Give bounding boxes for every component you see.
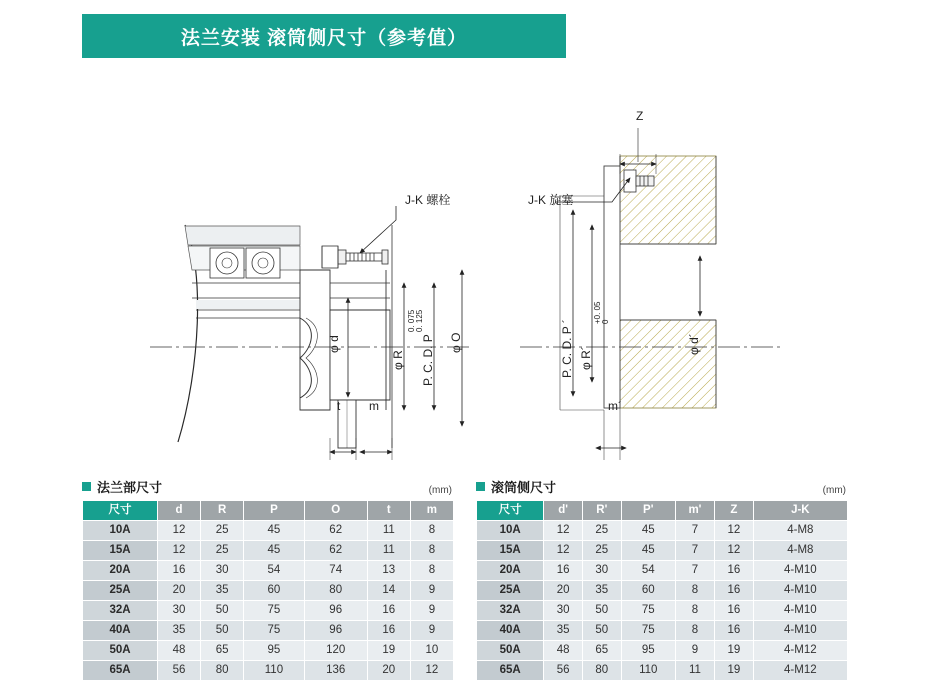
cell-r-prime: 25 (582, 521, 621, 541)
cell-r: 25 (201, 541, 244, 561)
cell-d: 30 (158, 601, 201, 621)
cell-size: 15A (83, 541, 158, 561)
label-m-prime: m´ (608, 399, 622, 413)
cell-p: 60 (244, 581, 304, 601)
cell-jk: 4-M8 (753, 521, 847, 541)
cell-z: 19 (715, 661, 754, 681)
cell-jk: 4-M8 (753, 541, 847, 561)
cell-d: 16 (158, 561, 201, 581)
cell-r-prime: 25 (582, 541, 621, 561)
cell-o: 74 (304, 561, 367, 581)
cell-size: 40A (477, 621, 544, 641)
cell-m-prime: 7 (675, 561, 714, 581)
label-m: m (369, 399, 379, 413)
label-phi-o: φ O (449, 332, 463, 353)
flange-table-unit: (mm) (428, 485, 452, 496)
cell-p: 75 (244, 601, 304, 621)
cell-m-prime: 7 (675, 521, 714, 541)
table-row (477, 641, 848, 661)
cell-d: 56 (158, 661, 201, 681)
table-row (83, 561, 454, 581)
table-row (83, 661, 454, 681)
cell-p-prime: 95 (621, 641, 675, 661)
table-row (83, 581, 454, 601)
cell-r-prime: 80 (582, 661, 621, 681)
cell-d: 35 (158, 621, 201, 641)
cell-z: 12 (715, 541, 754, 561)
drum-dimensions-table (476, 500, 848, 681)
cell-r-prime: 50 (582, 601, 621, 621)
cell-size: 32A (477, 601, 544, 621)
cell-d-prime: 16 (544, 561, 583, 581)
cell-p-prime: 54 (621, 561, 675, 581)
label-t: t (337, 399, 341, 413)
th-size: 尺寸 (477, 501, 544, 521)
flange-dimensions-table (82, 500, 454, 681)
cell-d: 12 (158, 521, 201, 541)
cell-t: 16 (367, 621, 410, 641)
cell-t: 13 (367, 561, 410, 581)
label-phi-r-prime: φ R´ (579, 346, 593, 370)
cell-o: 96 (304, 601, 367, 621)
cell-p: 110 (244, 661, 304, 681)
page-title: 法兰安装 滚筒侧尺寸（参考值） (180, 27, 468, 49)
table-header-row (477, 501, 848, 521)
cell-d-prime: 35 (544, 621, 583, 641)
cell-m-prime: 8 (675, 581, 714, 601)
th-d: d (158, 501, 201, 521)
cell-r: 65 (201, 641, 244, 661)
table-row (477, 561, 848, 581)
cell-d: 12 (158, 541, 201, 561)
cell-m: 9 (410, 621, 453, 641)
label-phi-d-prime: φ d´ (687, 333, 701, 355)
left-assembly-view (150, 206, 470, 460)
cell-jk: 4-M12 (753, 641, 847, 661)
cell-o: 120 (304, 641, 367, 661)
drum-table-title: 滚筒侧尺寸 (491, 479, 557, 495)
cell-p-prime: 75 (621, 621, 675, 641)
cell-r: 30 (201, 561, 244, 581)
flange-table-caption (82, 478, 454, 494)
cell-size: 25A (477, 581, 544, 601)
cell-m: 8 (410, 541, 453, 561)
cell-p: 45 (244, 541, 304, 561)
cell-r-prime: 65 (582, 641, 621, 661)
cell-jk: 4-M10 (753, 581, 847, 601)
drum-table-unit: (mm) (822, 485, 846, 496)
cell-d-prime: 30 (544, 601, 583, 621)
cell-size: 65A (83, 661, 158, 681)
cell-d-prime: 12 (544, 521, 583, 541)
th-r-prime: R' (582, 501, 621, 521)
flange-dimensions-table-block (82, 478, 454, 681)
drum-dimensions-table-block (476, 478, 848, 681)
table-row (83, 641, 454, 661)
cell-z: 16 (715, 561, 754, 581)
cell-size: 25A (83, 581, 158, 601)
label-phi-r: φ R (391, 350, 405, 370)
label-phi-r-tol-lower: 0. 125 (415, 309, 424, 332)
cell-o: 62 (304, 541, 367, 561)
cell-r-prime: 50 (582, 621, 621, 641)
cell-d-prime: 56 (544, 661, 583, 681)
table-row (477, 621, 848, 641)
cell-r: 50 (201, 601, 244, 621)
cell-size: 20A (83, 561, 158, 581)
cell-d-prime: 48 (544, 641, 583, 661)
cell-jk: 4-M12 (753, 661, 847, 681)
cell-z: 19 (715, 641, 754, 661)
cell-size: 20A (477, 561, 544, 581)
cell-r: 35 (201, 581, 244, 601)
cell-jk: 4-M10 (753, 561, 847, 581)
cell-size: 40A (83, 621, 158, 641)
cell-z: 16 (715, 581, 754, 601)
th-t: t (367, 501, 410, 521)
cell-o: 136 (304, 661, 367, 681)
th-r: R (201, 501, 244, 521)
table-row (477, 541, 848, 561)
cell-o: 62 (304, 521, 367, 541)
cell-o: 96 (304, 621, 367, 641)
cell-m-prime: 8 (675, 621, 714, 641)
label-phi-r-tol-upper: 0. 075 (407, 309, 416, 332)
cell-size: 10A (83, 521, 158, 541)
table-row (83, 601, 454, 621)
cell-p-prime: 75 (621, 601, 675, 621)
label-pcd-p: P. C. D. P (421, 334, 435, 386)
right-section-view (520, 128, 780, 460)
cell-m-prime: 7 (675, 541, 714, 561)
square-bullet-icon (82, 482, 91, 491)
technical-drawing (0, 70, 930, 460)
bolt-assembly (322, 246, 388, 268)
label-phi-r-prime-tol-upper: +0. 05 (593, 301, 602, 324)
th-d-prime: d' (544, 501, 583, 521)
cell-t: 20 (367, 661, 410, 681)
label-jk-plug: J-K 旋塞 (528, 193, 574, 207)
cell-m: 8 (410, 561, 453, 581)
cell-d: 20 (158, 581, 201, 601)
table-row (83, 621, 454, 641)
th-p-prime: P' (621, 501, 675, 521)
table-row (477, 661, 848, 681)
cell-t: 19 (367, 641, 410, 661)
cell-z: 16 (715, 601, 754, 621)
cell-jk: 4-M10 (753, 621, 847, 641)
cell-t: 11 (367, 521, 410, 541)
cell-m: 9 (410, 601, 453, 621)
cell-size: 65A (477, 661, 544, 681)
cell-p: 75 (244, 621, 304, 641)
th-o: O (304, 501, 367, 521)
cell-z: 12 (715, 521, 754, 541)
th-z: Z (715, 501, 754, 521)
cell-size: 50A (83, 641, 158, 661)
cell-d-prime: 20 (544, 581, 583, 601)
cell-m-prime: 11 (675, 661, 714, 681)
label-jk-bolt: J-K 螺栓 (405, 193, 451, 207)
drum-table-caption (476, 478, 848, 494)
cell-size: 10A (477, 521, 544, 541)
cell-m: 10 (410, 641, 453, 661)
th-jk: J-K (753, 501, 847, 521)
cell-z: 16 (715, 621, 754, 641)
cell-size: 15A (477, 541, 544, 561)
cell-m-prime: 9 (675, 641, 714, 661)
flange-table-title: 法兰部尺寸 (97, 479, 163, 495)
cell-p: 45 (244, 521, 304, 541)
th-m-prime: m' (675, 501, 714, 521)
label-phi-d: φ d (327, 335, 341, 353)
cell-size: 50A (477, 641, 544, 661)
table-row (477, 581, 848, 601)
cell-p-prime: 45 (621, 521, 675, 541)
label-z: Z (636, 109, 644, 123)
cell-r-prime: 30 (582, 561, 621, 581)
cell-t: 16 (367, 601, 410, 621)
cell-r: 80 (201, 661, 244, 681)
cell-p-prime: 45 (621, 541, 675, 561)
cell-o: 80 (304, 581, 367, 601)
cell-d-prime: 12 (544, 541, 583, 561)
table-row (83, 541, 454, 561)
cell-p-prime: 110 (621, 661, 675, 681)
cell-r: 25 (201, 521, 244, 541)
cell-m-prime: 8 (675, 601, 714, 621)
cell-jk: 4-M10 (753, 601, 847, 621)
cell-p-prime: 60 (621, 581, 675, 601)
cell-size: 32A (83, 601, 158, 621)
page-header-banner (82, 14, 566, 58)
cell-p: 95 (244, 641, 304, 661)
square-bullet-icon (476, 482, 485, 491)
table-row (477, 601, 848, 621)
cell-m: 12 (410, 661, 453, 681)
label-pcd-p-prime: P. C. D. P ´ (560, 319, 574, 378)
table-row (83, 521, 454, 541)
th-size: 尺寸 (83, 501, 158, 521)
th-p: P (244, 501, 304, 521)
cell-t: 14 (367, 581, 410, 601)
th-m: m (410, 501, 453, 521)
cell-r: 50 (201, 621, 244, 641)
cell-t: 11 (367, 541, 410, 561)
table-row (477, 521, 848, 541)
label-phi-r-prime-tol-lower: 0 (601, 319, 610, 324)
cell-m: 8 (410, 521, 453, 541)
cell-d: 48 (158, 641, 201, 661)
cell-p: 54 (244, 561, 304, 581)
cell-m: 9 (410, 581, 453, 601)
table-header-row (83, 501, 454, 521)
cell-r-prime: 35 (582, 581, 621, 601)
